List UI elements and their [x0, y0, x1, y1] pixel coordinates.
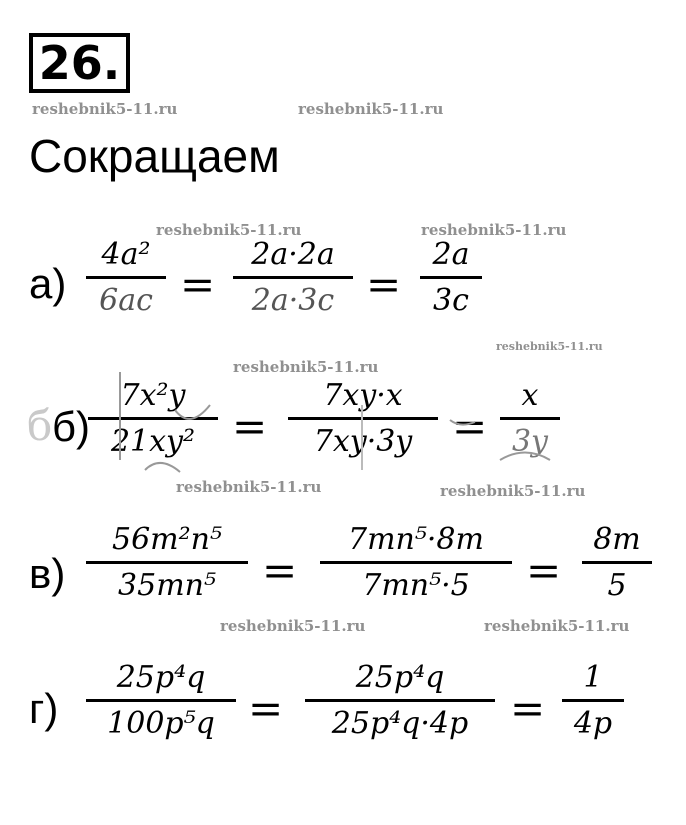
watermark: reshebnik5-11.ru [156, 221, 302, 239]
numerator: 7mn⁵·8m [348, 522, 484, 557]
item-g-fraction-2 [305, 660, 495, 741]
numerator: 56m²n⁵ [112, 522, 222, 557]
denominator: 5 [607, 568, 627, 603]
item-b-fraction-3 [500, 378, 560, 459]
denominator: 35mn⁵ [118, 568, 216, 603]
equals-sign: = [510, 684, 546, 733]
denominator: 100p⁵q [107, 706, 215, 741]
item-a-label: а) [29, 260, 67, 307]
denominator: 21xy² [110, 424, 196, 459]
denominator: 3y [511, 424, 549, 459]
equals-sign: = [526, 546, 562, 595]
problem-number-box [29, 33, 130, 93]
numerator: 7xy·x [323, 378, 403, 413]
watermark: reshebnik5-11.ru [298, 100, 444, 118]
denominator: 7mn⁵·5 [362, 568, 470, 603]
numerator: 25p⁴q [355, 660, 445, 695]
denominator: 25p⁴q·4p [331, 706, 469, 741]
watermark: reshebnik5-11.ru [176, 478, 322, 496]
watermark: reshebnik5-11.ru [440, 482, 586, 500]
item-g-fraction-1 [86, 660, 236, 741]
item-v-label: в) [29, 550, 66, 597]
item-b-label: б) [52, 403, 91, 450]
numerator: 7x²y [120, 378, 186, 413]
denominator: 4p [573, 706, 613, 741]
item-v-fraction-2 [320, 522, 512, 603]
watermark: reshebnik5-11.ru [484, 617, 630, 635]
denominator: 2a·3c [251, 283, 335, 318]
equals-sign: = [232, 402, 268, 451]
numerator: x [521, 378, 539, 413]
heading: Сокращаем [29, 130, 280, 182]
equals-sign: = [262, 546, 298, 595]
watermark: reshebnik5-11.ru [233, 358, 379, 376]
item-b-fraction-1 [88, 378, 218, 459]
numerator: 2a·2a [251, 237, 335, 272]
numerator: 25p⁴q [116, 660, 206, 695]
equals-sign: = [366, 260, 402, 309]
item-b-fraction-2 [288, 378, 438, 459]
watermark: reshebnik5-11.ru [32, 100, 178, 118]
equals-sign: = [180, 260, 216, 309]
watermark: reshebnik5-11.ru [421, 221, 567, 239]
item-a-fraction-3 [420, 237, 482, 318]
watermark: reshebnik5-11.ru [220, 617, 366, 635]
item-v-fraction-1 [86, 522, 248, 603]
item-a-fraction-1 [86, 237, 166, 318]
equals-sign: = [248, 684, 284, 733]
item-g-fraction-3 [562, 660, 624, 741]
denominator: 7xy·3y [313, 424, 413, 459]
denominator: 6ac [99, 283, 153, 318]
item-g-label: г) [29, 685, 59, 732]
problem-number: 26. [38, 36, 121, 90]
watermark: reshebnik5-11.ru [496, 340, 603, 353]
item-v-fraction-3 [582, 522, 652, 603]
item-a-fraction-2 [233, 237, 353, 318]
numerator: 2a [432, 237, 470, 272]
numerator: 1 [583, 660, 603, 695]
equals-sign: = [452, 402, 488, 451]
numerator: 4a² [101, 237, 151, 272]
numerator: 8m [593, 522, 641, 557]
ghost-label: б [27, 401, 53, 450]
denominator: 3c [433, 283, 469, 318]
